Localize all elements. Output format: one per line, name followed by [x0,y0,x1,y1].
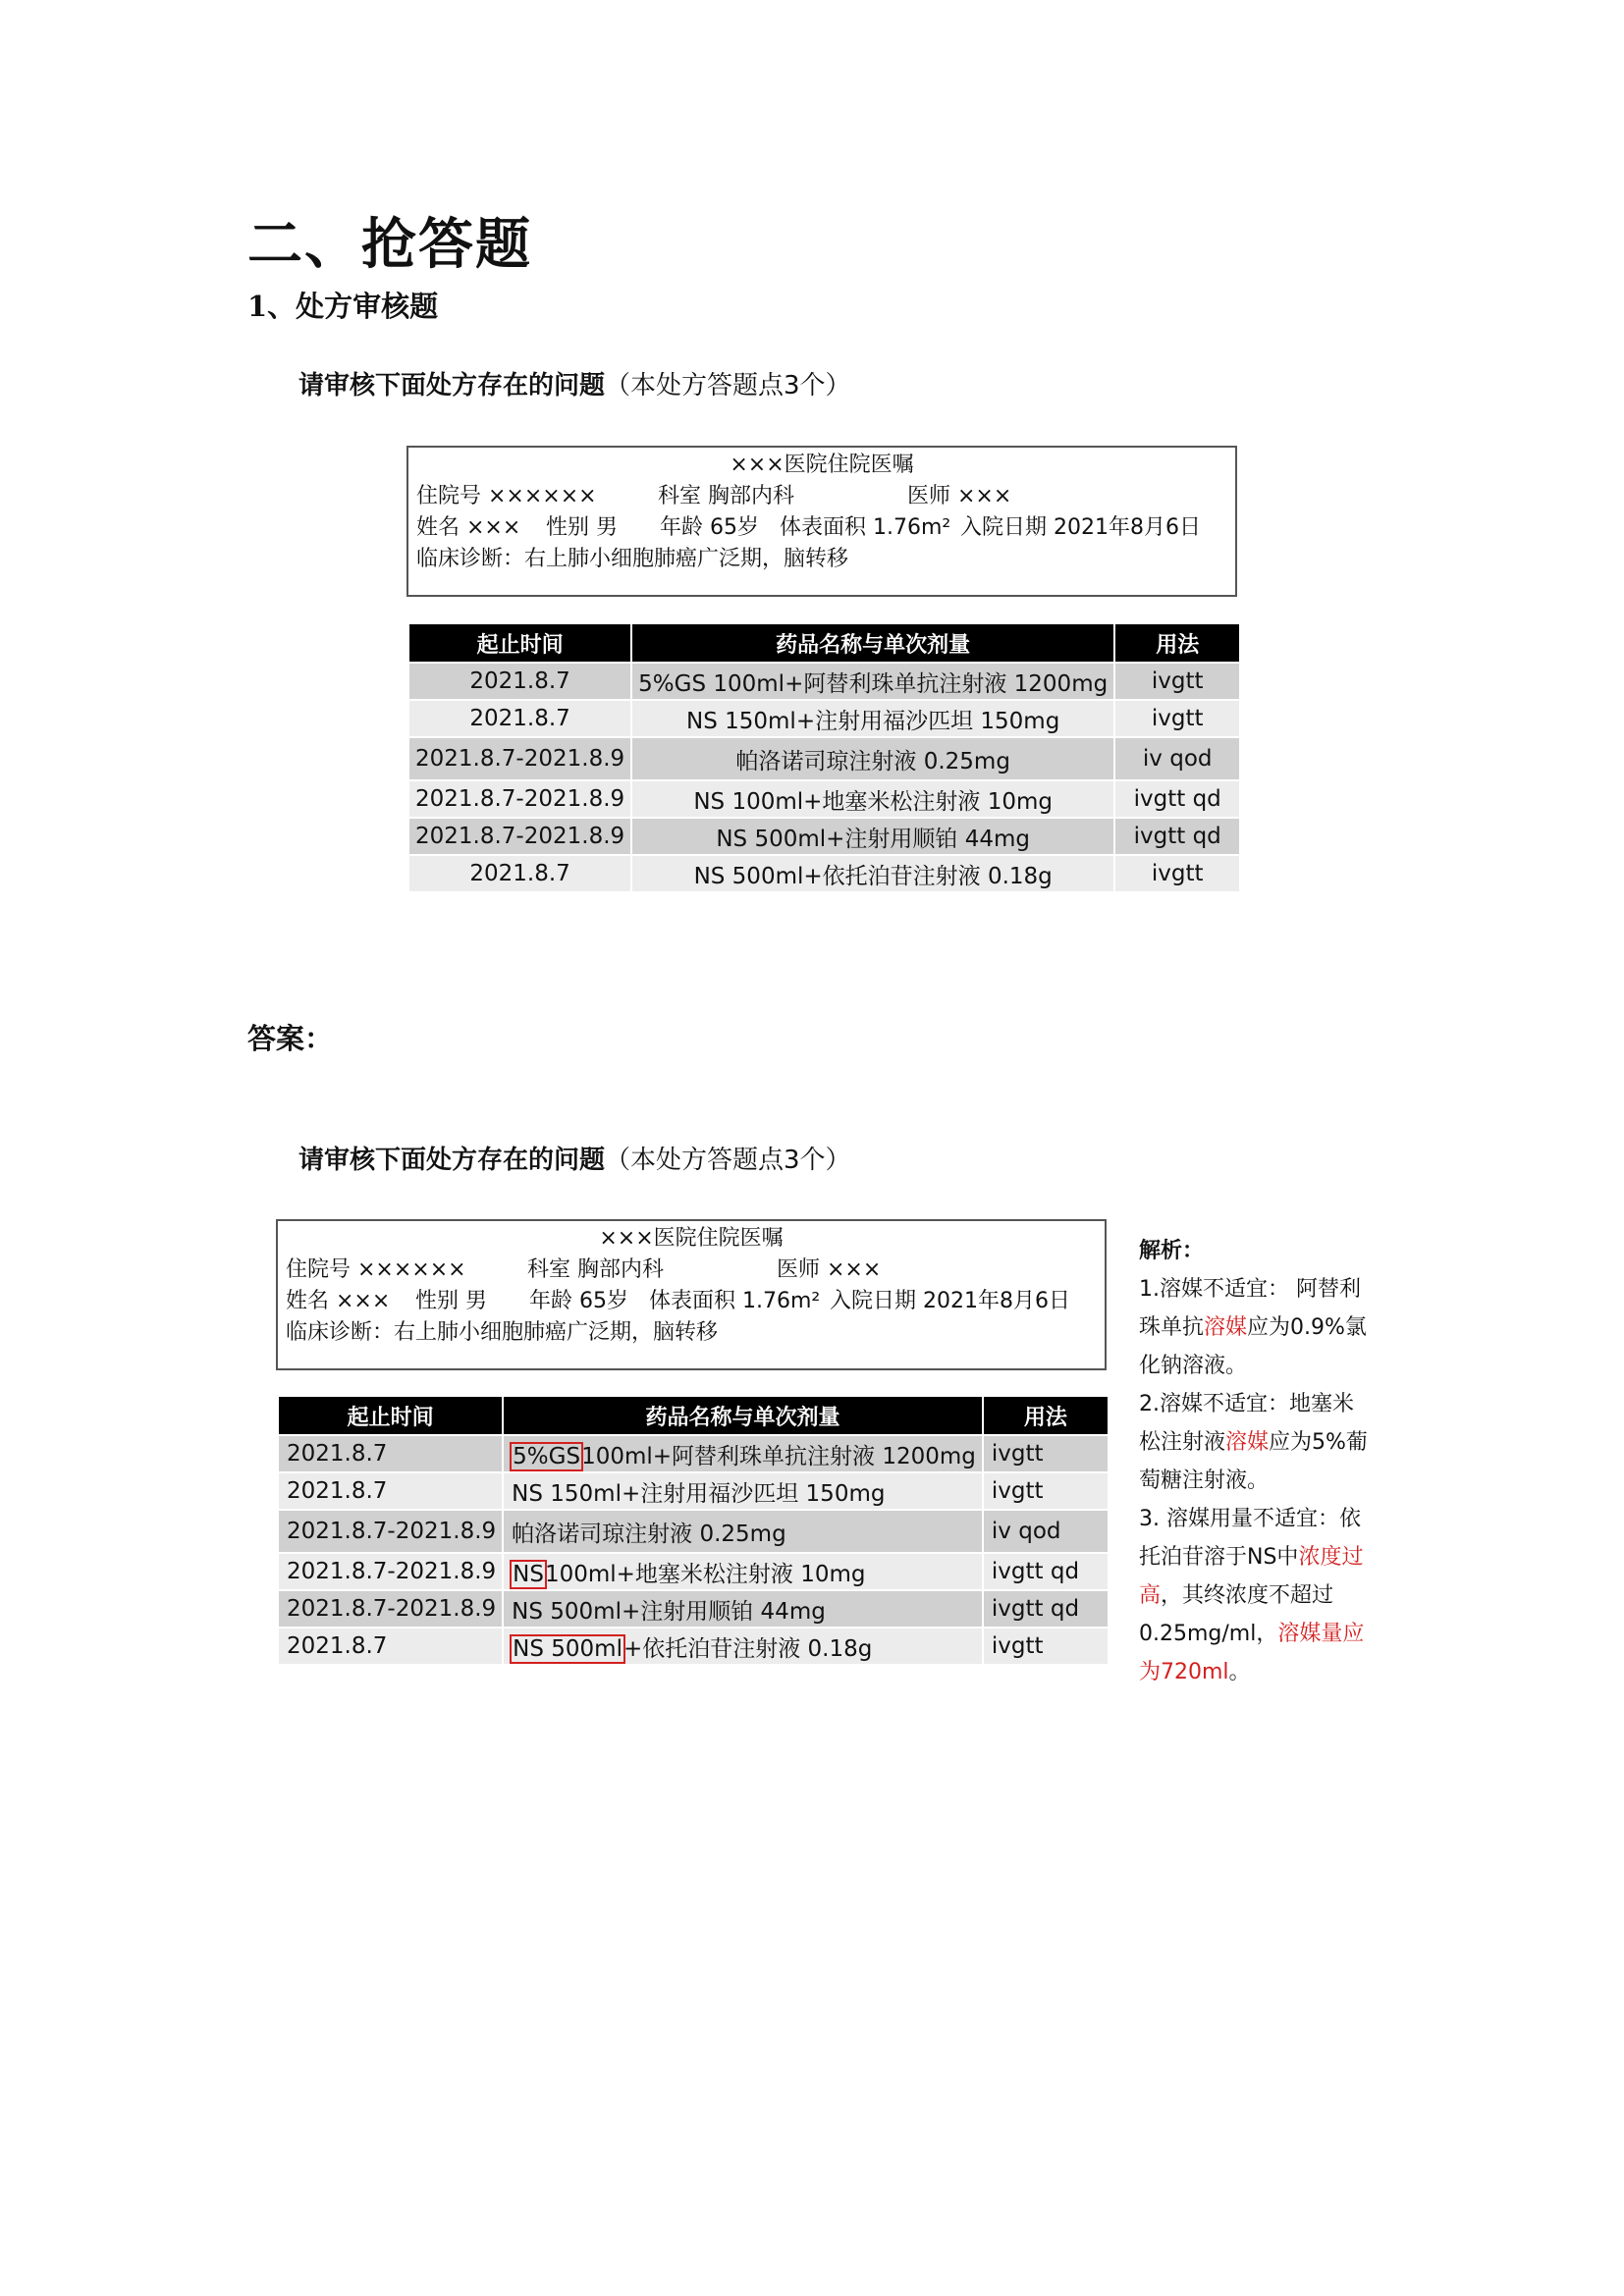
admission-no: 住院号 ×××××× [416,484,597,508]
table-row [409,738,1239,779]
patient-name: 姓名 ××× [416,515,521,540]
table-row [409,819,1239,854]
physician: 医师 ××× [907,484,1012,508]
cell-time: 2021.8.7 [409,701,630,736]
cell-drug [504,1554,982,1589]
analysis-highlight: 浓度过高 [1139,1545,1364,1608]
cell-time: 2021.8.7 [409,856,630,891]
order-title: ×××医院住院医嘱 [599,1226,784,1251]
col-drug: 药品名称与单次剂量 [504,1397,982,1434]
answer-order-header-box [276,1219,1107,1370]
col-time: 起止时间 [409,624,630,662]
drug-rest: 100ml+阿替利珠单抗注射液 1200mg [581,1443,976,1469]
highlight-solvent-box: 5%GS [513,1443,581,1469]
header-row-2 [286,1286,1097,1317]
drug-rest: 100ml+地塞米松注射液 10mg [544,1561,866,1587]
admission-date: 入院日期 2021年8月6日 [830,1289,1070,1313]
order-title: ×××医院住院医嘱 [730,453,914,477]
table-header-row [279,1397,1108,1434]
cell-time: 2021.8.7-2021.8.9 [409,819,630,854]
department: 科室 胸部内科 [527,1257,664,1282]
patient-sex: 性别 男 [415,1289,487,1313]
analysis-text: 2.溶媒不适宜：地塞米松注射液 [1139,1392,1354,1455]
table-row [279,1511,1108,1552]
prompt-normal: （本处方答题点3个） [605,371,851,400]
header-row-2 [416,512,1227,544]
patient-age: 年龄 65岁 [529,1289,628,1313]
cell-usage: ivgtt [1115,664,1239,699]
cell-usage: ivgtt qd [1115,819,1239,854]
table-row [409,781,1239,817]
analysis-highlight: 溶媒量应为720ml [1139,1622,1365,1684]
cell-usage: iv qod [1115,738,1239,779]
cell-time: 2021.8.7-2021.8.9 [279,1511,502,1552]
analysis-text: ，其终浓度不超过0.25mg/ml， [1139,1583,1334,1646]
table-header-row [409,624,1239,662]
physician: 医师 ××× [777,1257,882,1282]
clinical-diagnosis: 临床诊断：右上肺小细胞肺癌广泛期，脑转移 [416,547,849,571]
analysis-point-3 [1139,1500,1375,1691]
analysis-panel [1139,1232,1375,1691]
cell-drug: NS 150ml+注射用福沙匹坦 150mg [632,701,1113,736]
cell-usage: ivgtt qd [1115,781,1239,817]
cell-drug [504,1436,982,1471]
cell-drug: 帕洛诺司琼注射液 0.25mg [504,1511,982,1552]
analysis-highlight: 溶媒 [1225,1430,1270,1455]
cell-drug [504,1629,982,1664]
cell-time: 2021.8.7-2021.8.9 [409,738,630,779]
patient-name: 姓名 ××× [286,1289,391,1313]
table-row [279,1436,1108,1471]
cell-usage: ivgtt qd [984,1554,1108,1589]
table-row [279,1629,1108,1664]
cell-time: 2021.8.7 [279,1436,502,1471]
cell-time: 2021.8.7-2021.8.9 [279,1554,502,1589]
cell-usage: ivgtt [1115,856,1239,891]
cell-usage: ivgtt [1115,701,1239,736]
answer-label: 答案： [247,1022,334,1055]
answer-prompt [298,1140,851,1176]
patient-age: 年龄 65岁 [660,515,759,540]
col-drug: 药品名称与单次剂量 [632,624,1113,662]
highlight-solvent-box: NS 500ml [513,1635,623,1662]
cell-time: 2021.8.7-2021.8.9 [279,1591,502,1627]
col-time: 起止时间 [279,1397,502,1434]
table-row [409,664,1239,699]
cell-drug: NS 500ml+依托泊苷注射液 0.18g [632,856,1113,891]
section-title: 二、抢答题 [247,212,532,277]
analysis-text: 应为0.9%氯化钠溶液。 [1139,1315,1367,1378]
body-surface-area: 体表面积 1.76m² [649,1289,821,1313]
analysis-point-1 [1139,1270,1375,1385]
cell-usage: ivgtt [984,1473,1108,1509]
cell-drug: 5%GS 100ml+阿替利珠单抗注射液 1200mg [632,664,1113,699]
question-prompt [298,365,851,401]
sub-title: 1、处方审核题 [247,290,439,323]
patient-sex: 性别 男 [546,515,618,540]
cell-time: 2021.8.7-2021.8.9 [409,781,630,817]
table-row [279,1473,1108,1509]
prompt-bold: 请审核下面处方存在的问题 [298,1146,606,1175]
analysis-text: 1.溶媒不适宜： 阿替利珠单抗 [1139,1277,1361,1340]
header-row-1 [416,481,1227,512]
cell-drug: NS 500ml+注射用顺铂 44mg [504,1591,982,1627]
analysis-text: 。 [1228,1660,1251,1684]
prompt-normal: （本处方答题点3个） [605,1146,851,1175]
analysis-text: 应为5%葡萄糖注射液。 [1139,1430,1368,1493]
answer-prescription-table [277,1395,1110,1666]
table-row [409,701,1239,736]
table-row [279,1554,1108,1589]
highlight-solvent-box: NS [513,1561,544,1587]
cell-drug: 帕洛诺司琼注射液 0.25mg [632,738,1113,779]
cell-time: 2021.8.7 [409,664,630,699]
department: 科室 胸部内科 [658,484,794,508]
cell-drug: NS 150ml+注射用福沙匹坦 150mg [504,1473,982,1509]
table-row [279,1591,1108,1627]
prompt-bold: 请审核下面处方存在的问题 [298,371,606,400]
analysis-text: 3. 溶媒用量不适宜：依托泊苷溶于NS中 [1139,1507,1361,1570]
order-header-box [406,446,1237,597]
cell-usage: ivgtt [984,1436,1108,1471]
col-usage: 用法 [984,1397,1108,1434]
cell-drug: NS 500ml+注射用顺铂 44mg [632,819,1113,854]
admission-no: 住院号 ×××××× [286,1257,466,1282]
header-row-1 [286,1255,1097,1286]
cell-time: 2021.8.7 [279,1629,502,1664]
table-row [409,856,1239,891]
col-usage: 用法 [1115,624,1239,662]
cell-usage: ivgtt qd [984,1591,1108,1627]
cell-usage: ivgtt [984,1629,1108,1664]
cell-drug: NS 100ml+地塞米松注射液 10mg [632,781,1113,817]
analysis-point-2 [1139,1385,1375,1500]
clinical-diagnosis: 临床诊断：右上肺小细胞肺癌广泛期，脑转移 [286,1320,719,1345]
body-surface-area: 体表面积 1.76m² [780,515,951,540]
drug-rest: +依托泊苷注射液 0.18g [623,1635,873,1662]
cell-usage: iv qod [984,1511,1108,1552]
analysis-title: 解析： [1139,1239,1205,1263]
prescription-table [407,622,1241,893]
admission-date: 入院日期 2021年8月6日 [960,515,1201,540]
cell-time: 2021.8.7 [279,1473,502,1509]
analysis-highlight: 溶媒 [1204,1315,1248,1340]
